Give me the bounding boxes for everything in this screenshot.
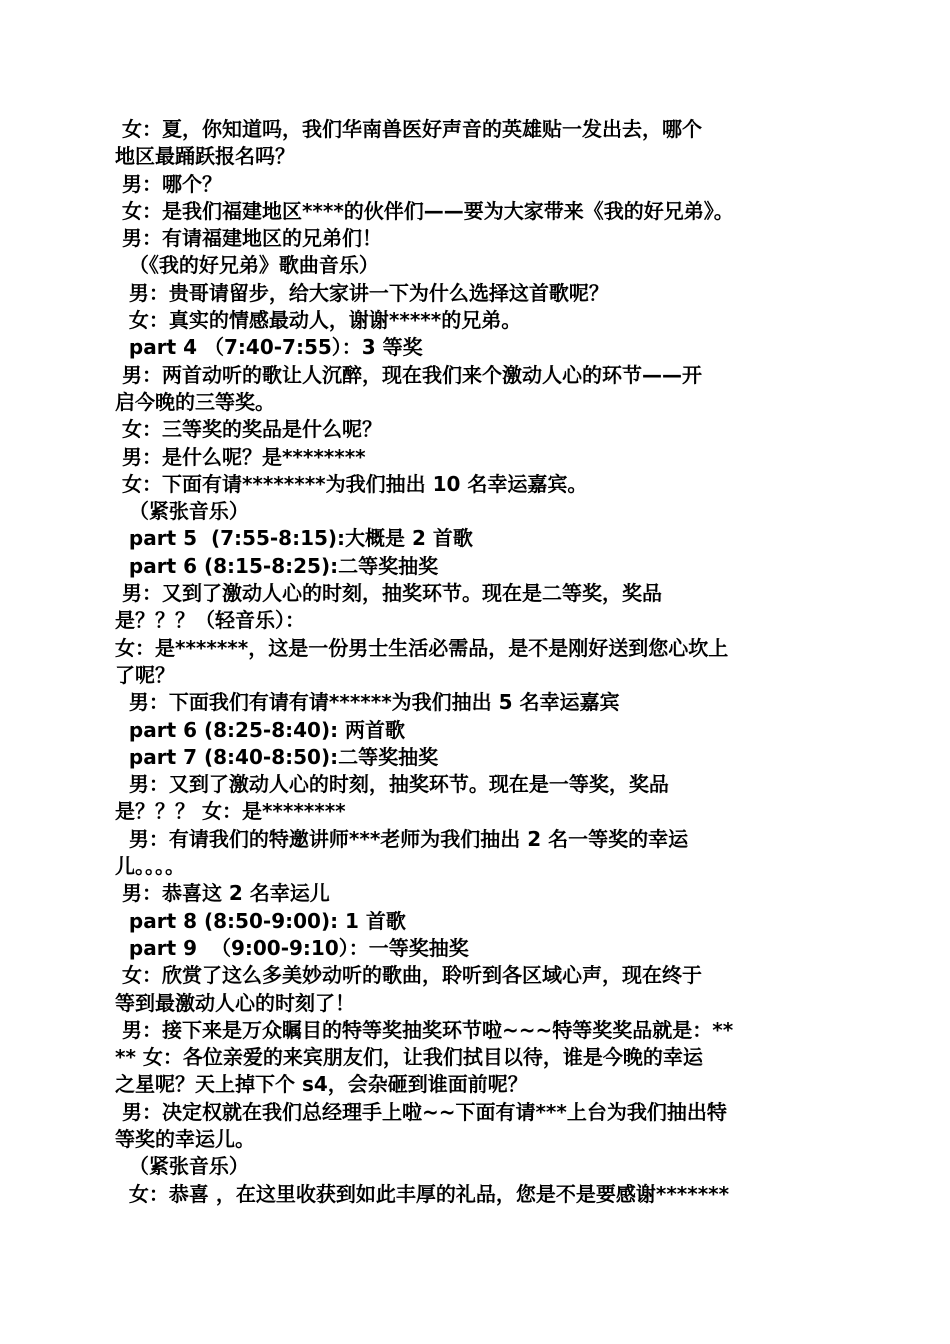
section-heading: part 8 (8:50-9:00): 1 首歌 bbox=[115, 908, 406, 933]
text-line: 男：是什么呢？是******** bbox=[115, 444, 366, 469]
text-line: 男：有请福建地区的兄弟们！ bbox=[115, 226, 382, 251]
text-line: 男：接下来是万众瞩目的特等奖抽奖环节啦~~~特等奖奖品就是：** bbox=[115, 1017, 734, 1042]
text-line: 地区最踊跃报名吗？ bbox=[115, 144, 295, 169]
text-line: 女：恭喜 ，在这里收获到如此丰厚的礼品，您是不是要感谢******* bbox=[115, 1181, 730, 1206]
text-line: 女：夏，你知道吗，我们华南兽医好声音的英雄贴一发出去，哪个 bbox=[115, 117, 702, 141]
section-heading: part 6 (8:25-8:40): 两首歌 bbox=[115, 717, 406, 742]
text-line: 男：又到了激动人心的时刻，抽奖环节。现在是二等奖，奖品 bbox=[115, 581, 662, 606]
text-line: 女：是*******，这是一份男士生活必需品，是不是刚好送到您心坎上 bbox=[115, 635, 729, 660]
section-heading: part 5 (7:55-8:15):大概是 2 首歌 bbox=[115, 526, 473, 551]
text-line: 男：贵哥请留步，给大家讲一下为什么选择这首歌呢？ bbox=[115, 280, 609, 305]
text-line: （紧张音乐） bbox=[115, 499, 249, 524]
text-line: 启今晚的三等奖。 bbox=[115, 389, 275, 414]
text-line: 女：三等奖的奖品是什么呢？ bbox=[115, 417, 382, 442]
script-document bbox=[115, 116, 835, 1208]
text-line: 女：真实的情感最动人，谢谢*****的兄弟。 bbox=[115, 308, 522, 333]
text-line: 等到最激动人心的时刻了！ bbox=[115, 990, 355, 1015]
text-line: 男：有请我们的特邀讲师***老师为我们抽出 2 名一等奖的幸运 bbox=[115, 826, 689, 851]
text-line: 女：下面有请********为我们抽出 10 名幸运嘉宾。 bbox=[115, 471, 588, 496]
text-line: （紧张音乐） bbox=[115, 1154, 249, 1179]
text-line: 男：下面我们有请有请******为我们抽出 5 名幸运嘉宾 bbox=[115, 690, 620, 715]
text-line: 女：欣赏了这么多美妙动听的歌曲，聆听到各区域心声，现在终于 bbox=[115, 963, 702, 988]
text-line: 儿。。。。 bbox=[115, 854, 185, 879]
section-heading: part 9 （9:00-9:10）：一等奖抽奖 bbox=[115, 935, 469, 960]
section-heading: part 7 (8:40-8:50):二等奖抽奖 bbox=[115, 744, 439, 769]
text-line: 男：恭喜这 2 名幸运儿 bbox=[115, 881, 330, 906]
text-line: （《我的好兄弟》歌曲音乐） bbox=[115, 253, 379, 278]
text-line: 男：哪个？ bbox=[115, 171, 222, 196]
text-line: 男：又到了激动人心的时刻，抽奖环节。现在是一等奖，奖品 bbox=[115, 772, 669, 797]
text-line: 了呢？ bbox=[115, 662, 175, 687]
text-line: 男：两首动听的歌让人沉醉，现在我们来个激动人心的环节——开 bbox=[115, 362, 702, 387]
text-line: 等奖的幸运儿。 bbox=[115, 1126, 255, 1151]
text-line: 是？？？（轻音乐）： bbox=[115, 608, 305, 633]
text-line: ** 女：各位亲爱的来宾朋友们，让我们拭目以待，谁是今晚的幸运 bbox=[115, 1045, 703, 1070]
text-line: 男：决定权就在我们总经理手上啦~~下面有请***上台为我们抽出特 bbox=[115, 1099, 727, 1124]
section-heading: part 4 （7:40-7:55）：3 等奖 bbox=[115, 335, 423, 360]
text-line: 之星呢？天上掉下个 s4，会杂砸到谁面前呢？ bbox=[115, 1072, 528, 1097]
text-line: 女：是我们福建地区****的伙伴们——要为大家带来《我的好兄弟》。 bbox=[115, 198, 734, 223]
text-line: 是？？？ 女：是******** bbox=[115, 799, 346, 824]
section-heading: part 6 (8:15-8:25):二等奖抽奖 bbox=[115, 553, 439, 578]
